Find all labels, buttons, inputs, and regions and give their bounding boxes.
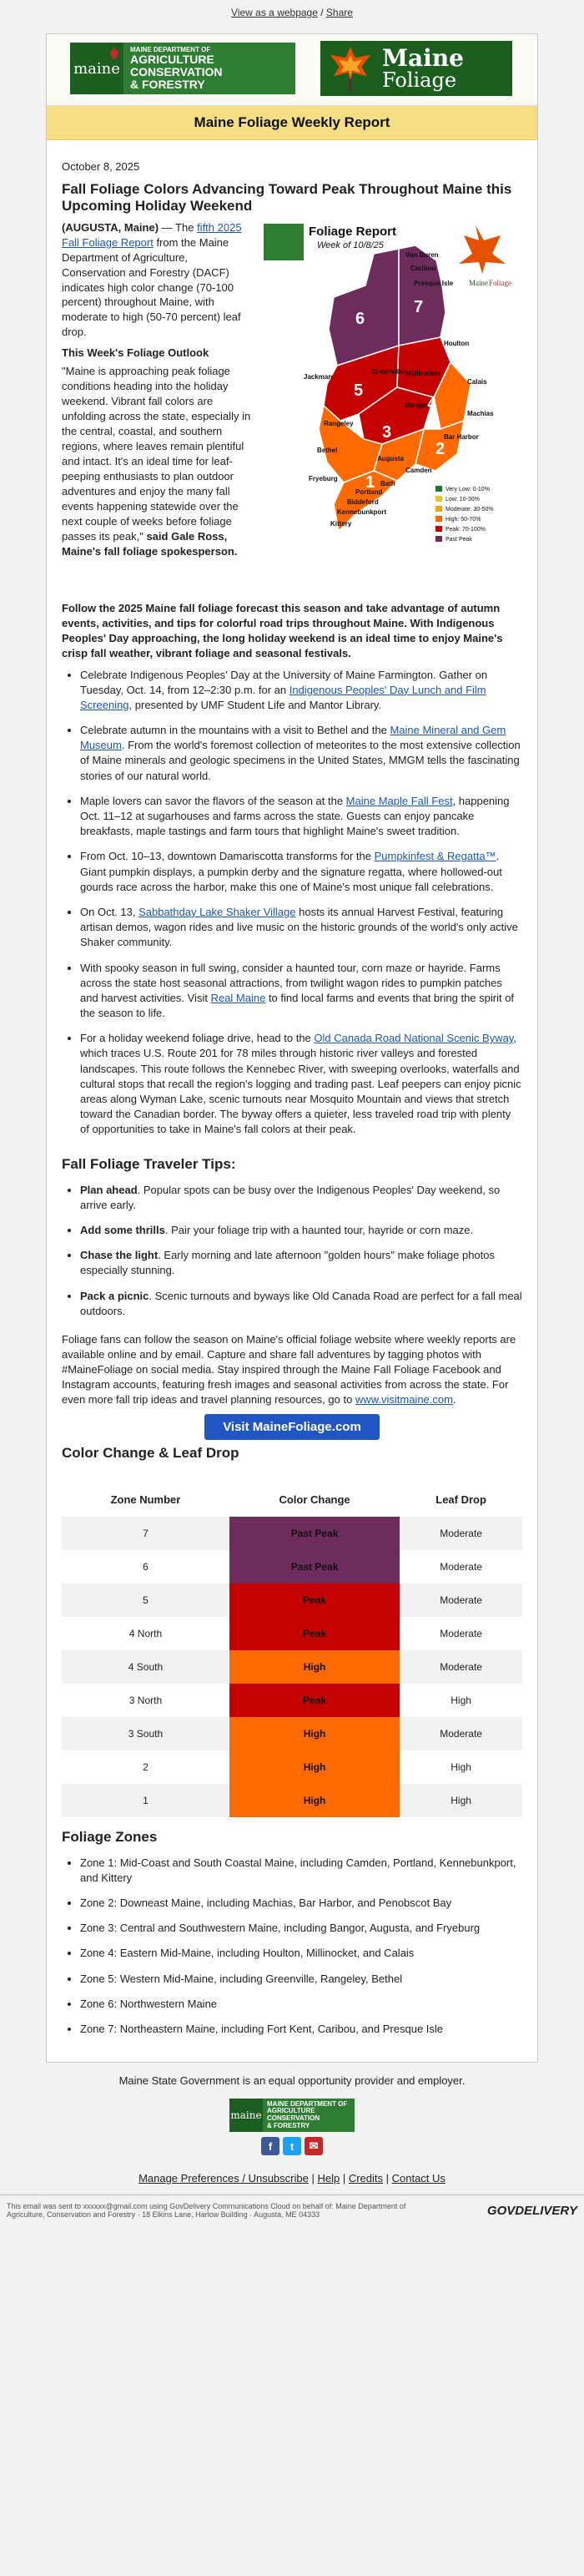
zone-number-cell: 3 North [128, 1694, 163, 1706]
report-title: Maine Foliage Weekly Report [47, 106, 537, 140]
help-link[interactable]: Help [317, 2172, 340, 2185]
zone-item: • Zone 3: Central and Southwestern Maine, including Bangor, Augusta, and Fryeburg [80, 1921, 522, 1936]
tips-list [62, 1183, 522, 1319]
zone-item: • Zone 5: Western Mid-Maine, including Greenville, Rangeley, Bethel [80, 1972, 522, 1987]
map-maine-logo [264, 224, 304, 260]
town-label: Portland [355, 487, 383, 496]
event-link[interactable]: Pumpkinfest & Regatta™ [374, 850, 496, 863]
events-list [62, 668, 522, 1138]
town-label: Bangor [405, 401, 429, 409]
closing-end: . [452, 1392, 456, 1406]
govdelivery-logo[interactable]: GOVDELIVERY [486, 2204, 577, 2219]
footer [0, 2063, 584, 2240]
tip-text: . Popular spots can be busy over the Indigenous Peoples' Day weekend, so arrive early. [80, 1183, 501, 1211]
leaf-drop-cell: Moderate [440, 1627, 482, 1639]
event-text: For a holiday weekend foliage drive, head to the [80, 1032, 315, 1045]
town-label: Biddeford [347, 498, 379, 506]
tip-text: . Early morning and late afternoon "golden hours" make foliage photos especially stunning. [80, 1249, 495, 1277]
zone-number-cell: 1 [62, 1784, 229, 1817]
tip-item [80, 1248, 522, 1278]
col-color-change: Color Change [279, 1493, 350, 1507]
zone-label-4: 4 [427, 394, 437, 413]
event-text: hosts its annual Harvest Festival, featuring artisan demos, wagon rides and live music on the historic grounds of the world's only active Shaker community. [80, 905, 518, 949]
leaf-drop-cell: Moderate [400, 1583, 522, 1617]
event-text: Maple lovers can savor the flavors of the season at the [80, 794, 346, 807]
report-date: October 8, 2025 [62, 160, 140, 173]
legend-label: High: 50-70% [446, 516, 481, 523]
map-leaf-icon [459, 225, 506, 274]
event-link[interactable]: Sabbathday Lake Shaker Village [138, 905, 296, 918]
legend-swatch-low [435, 496, 442, 502]
tip-item [80, 1289, 522, 1319]
town-label: Jackman [304, 372, 333, 381]
visitmaine-link[interactable]: www.visitmaine.com [355, 1392, 453, 1406]
zone-label-1: 1 [365, 472, 375, 492]
town-label: Bath [380, 479, 395, 487]
town-label: Kittery [330, 519, 352, 528]
follow-paragraph: Follow the 2025 Maine fall foliage forecast this season and take advantage of autumn events, activities, and tips for colorful road trips throughout Maine. With Indigenous Peoples' Day approaching, the long holiday weekend is an ideal time to enjoy Maine's crisp fall weather, vibrant foliage and seasonal festivals. [62, 601, 503, 659]
quote-attribution: said Gale Ross, Maine's fall foliage spokesperson. [62, 529, 238, 558]
social-links [0, 2137, 584, 2155]
tip-text: . Pair your foliage trip with a haunted tour, hayride or corn maze. [164, 1223, 474, 1236]
zone-item: • Zone 7: Northeastern Maine, including Fort Kent, Caribou, and Presque Isle [80, 2022, 522, 2037]
event-link[interactable]: Old Canada Road National Scenic Byway [314, 1032, 514, 1045]
zone-label-7: 7 [414, 297, 424, 316]
footer-maine-logo: maine [229, 2099, 263, 2132]
table-header-row [62, 1483, 522, 1517]
manage-preferences-link[interactable]: Manage Preferences / Unsubscribe [138, 2172, 309, 2185]
fifth-report-link[interactable]: fifth 2025 Fall Foliage Report [62, 220, 242, 249]
dacf-line-4: & FORESTRY [130, 77, 205, 91]
color-change-cell: High [229, 1750, 400, 1784]
top-separator: / [317, 7, 326, 18]
closing-paragraph [62, 1332, 522, 1407]
foliage-logo-text [382, 44, 464, 92]
tips-heading: Fall Foliage Traveler Tips: [62, 1155, 236, 1172]
twitter-icon[interactable]: t [283, 2137, 301, 2155]
foliage-logo-maine: Maine [382, 44, 464, 72]
zones-list [62, 1856, 522, 2038]
tip-item [80, 1223, 522, 1238]
visit-mainefoliage-button[interactable]: Visit MaineFoliage.com [204, 1414, 380, 1440]
legend-label: Peak: 70-100% [446, 526, 486, 533]
event-text: . Giant pumpkin displays, a pumpkin derby and the signature regatta, where hollowed-out gourds race across the harbor, make this one of Maine's most unique fall celebrations. [80, 850, 502, 893]
event-link[interactable]: Maine Maple Fall Fest [345, 794, 453, 807]
leaf-drop-cell: High [400, 1784, 522, 1817]
event-text: Celebrate Indigenous Peoples' Day at the University of Maine Farmington. Gather on Tuesday, Oct. 14, from 12–2:30 p.m. for an [80, 668, 488, 696]
footer-sep: | [308, 2172, 318, 2185]
tip-text: . Scenic turnouts and byways like Old Canada Road are perfect for a fall meal outdoors. [80, 1289, 522, 1317]
maine-state-logo: maine [70, 43, 123, 94]
footer-logo-line: AGRICULTURE [267, 2107, 315, 2115]
table-row [62, 1617, 522, 1650]
town-label: Millinocket [405, 369, 441, 377]
event-link[interactable]: Maine Mineral and Gem Museum [80, 724, 506, 752]
zone-label-6: 6 [355, 309, 365, 328]
town-label: Fryeburg [309, 474, 338, 482]
map-week: Week of 10/8/25 [317, 240, 384, 250]
town-label: Rangeley [324, 419, 354, 427]
table-row [62, 1550, 522, 1583]
color-change-cell: High [229, 1784, 400, 1817]
tip-title: Add some thrills [80, 1223, 165, 1236]
maine-foliage-logo[interactable] [320, 41, 512, 96]
color-change-cell: Peak [229, 1617, 400, 1650]
event-item [80, 1031, 522, 1137]
col-leaf-drop: Leaf Drop [435, 1493, 486, 1507]
footer-links [0, 2172, 584, 2185]
facebook-icon[interactable]: f [261, 2137, 279, 2155]
dacf-logo-text [123, 47, 222, 90]
color-change-cell: High [229, 1650, 400, 1684]
event-text: . From the world's foremost collection of meteorites to the most extensive collection of Maine minerals and geologic specimens in the United States, MMGM tells the fascinating stories of our natural world. [80, 739, 521, 782]
leaf-drop-cell: Moderate [440, 1560, 482, 1573]
legend-label: Past Peak [446, 536, 472, 543]
legend-swatch-high [435, 516, 442, 522]
table-row [62, 1583, 522, 1617]
disclaimer-strip [0, 2195, 584, 2240]
event-text: On Oct. 13, [80, 905, 139, 918]
town-label: Calais [467, 377, 487, 386]
town-label: Augusta [377, 454, 404, 462]
legend-swatch-very-low [435, 486, 442, 492]
zones-heading: Foliage Zones [62, 1828, 158, 1845]
footer-logo-line: CONSERVATION [267, 2114, 320, 2123]
dacf-logo[interactable] [70, 43, 295, 94]
foliage-logo-foliage: Foliage [382, 68, 457, 92]
zone-number-cell: 6 [143, 1560, 149, 1573]
zone-number-cell: 2 [143, 1760, 149, 1773]
legend-swatch-past-peak [435, 536, 442, 542]
town-label: Caribou [410, 264, 436, 272]
table-row [62, 1750, 522, 1784]
legend-label: Low: 10-30% [446, 496, 480, 503]
map-title: Foliage Report [309, 224, 397, 239]
leaf-drop-cell: Moderate [400, 1717, 522, 1750]
zone-label-3: 3 [382, 422, 392, 442]
event-text: to find local farms and events that bring the spirit of the season to life. [80, 991, 515, 1020]
color-change-cell: Peak [229, 1583, 400, 1617]
main-content [47, 140, 537, 2062]
dacf-line-2: AGRICULTURE [130, 53, 214, 67]
zone-label-2: 2 [435, 439, 446, 458]
zone-item: • Zone 1: Mid-Coast and South Coastal Maine, including Camden, Portland, Kennebunkport, and Kittery [80, 1856, 522, 1886]
zone-number-cell: 4 South [62, 1650, 229, 1684]
event-text: , happening Oct. 11–12 at sugarhouses and farms across the state. Guests can enjoy pancake breakfasts, maple tastings and farm tours that highlight Maine's sweet tradition. [80, 794, 510, 838]
town-label: Presque Isle [414, 279, 454, 287]
footer-logo-line: & FORESTRY [267, 2121, 310, 2129]
share-link[interactable]: Share [325, 7, 353, 18]
zone-number-cell: 3 South [62, 1717, 229, 1750]
color-change-cell: High [229, 1717, 400, 1750]
town-label: Bethel [317, 446, 338, 454]
event-item [80, 849, 522, 895]
dateline: (AUGUSTA, Maine) [62, 220, 159, 234]
event-text: , presented by UMF Student Life and Mantor Library. [128, 698, 382, 711]
footer-logo-text [263, 2101, 347, 2130]
outlook-heading: This Week's Foliage Outlook [62, 346, 209, 360]
zone-number-cell: 5 [62, 1583, 229, 1617]
table-heading: Color Change & Leaf Drop [62, 1444, 239, 1461]
top-links [0, 0, 584, 33]
cta-wrap [62, 1414, 522, 1440]
closing-text: Foliage fans can follow the season on Maine's official foliage website where weekly reports are available online and by email. Capture and share fall adventures by tagging photos with #MaineFoliage on social media. Stay inspired through the Maine Fall Foliage Facebook and Instagram accounts, featuring fresh images and seasonal activities from across the state. For even more fall trip ideas and travel planning resources, go to [62, 1332, 516, 1406]
header-banner [47, 34, 537, 106]
color-change-cell: Past Peak [229, 1550, 400, 1583]
table-row [62, 1717, 522, 1750]
maine-map-svg [257, 220, 522, 596]
map-brand-maine: Maine [469, 278, 488, 287]
zone-number-cell: 7 [62, 1517, 229, 1550]
event-text: Celebrate autumn in the mountains with a visit to Bethel and the [80, 724, 390, 737]
leaf-drop-cell: High [451, 1694, 471, 1706]
color-change-cell: Past Peak [229, 1517, 400, 1550]
dacf-line-1: MAINE DEPARTMENT OF [130, 45, 211, 53]
map-brand-foliage: Foliage [489, 278, 511, 287]
event-text: From Oct. 10–13, downtown Damariscotta transforms for the [80, 850, 375, 863]
leaf-drop-cell: Moderate [400, 1650, 522, 1684]
town-label: Houlton [444, 339, 470, 347]
town-label: Bar Harbor [444, 432, 479, 441]
event-item [80, 794, 522, 840]
footer-logo-line: MAINE DEPARTMENT OF [267, 2099, 348, 2108]
view-as-webpage-link[interactable]: View as a webpage [231, 7, 318, 18]
town-label: Van Buren [405, 250, 439, 259]
event-item [80, 961, 522, 1022]
legend-label: Very Low: 0-10% [446, 486, 490, 492]
legend-swatch-peak [435, 526, 442, 532]
email-icon[interactable]: ✉ [305, 2137, 323, 2155]
quote-text: "Maine is approaching peak foliage conditions heading into the holiday weekend. Vibrant fall colors are unfolding across the state, especially in the central, coastal, and southern regions, where leaves remain plentiful and intact. It's an ideal time for leaf-peeping enthusiasts to plan outdoor adventures and enjoy the many fall events happening statewide over the next couple of weeks before foliage passes its peak," [62, 365, 251, 543]
event-item [80, 905, 522, 951]
contact-us-link[interactable]: Contact Us [391, 2172, 446, 2185]
zone-6-region [329, 249, 399, 366]
tip-title: Pack a picnic [80, 1289, 149, 1302]
disclaimer-text: This email was sent to xxxxxx@gmail.com using GovDelivery Communications Cloud on behalf of: Maine Department of Agriculture, Conservation and Forestry · 18 Elkins Lane, Harlow Building · Augusta, ME 04333 [7, 2202, 406, 2220]
footer-sep: | [340, 2172, 349, 2185]
town-label: Camden [405, 466, 432, 474]
zone-label-5: 5 [354, 381, 364, 400]
email-card [46, 33, 538, 2063]
map-legend [435, 486, 494, 543]
zone-7-region [399, 245, 446, 346]
zone-number-cell: 4 North [128, 1627, 163, 1639]
event-link[interactable]: Real Maine [210, 991, 266, 1004]
headline: Fall Foliage Colors Advancing Toward Peak Throughout Maine this Upcoming Holiday Weekend [62, 181, 512, 215]
table-row [62, 1517, 522, 1550]
event-text: With spooky season in full swing, consider a haunted tour, corn maze or hayride. Farms across the state host seasonal attractions, from twilight wagon rides to pumpkin patches and harvest activities. Visit [80, 961, 502, 1004]
legend-swatch-moderate [435, 506, 442, 512]
town-label: Greenville [372, 367, 405, 376]
leaf-drop-cell: High [451, 1760, 471, 1773]
table-row [62, 1650, 522, 1684]
zone-item: • Zone 4: Eastern Mid-Maine, including Houlton, Millinocket, and Calais [80, 1946, 522, 1961]
tip-title: Chase the light [80, 1249, 159, 1262]
town-label: Machias [467, 409, 494, 417]
leaf-drop-cell: Moderate [400, 1517, 522, 1550]
zone-item: • Zone 2: Downeast Maine, including Machias, Bar Harbor, and Penobscot Bay [80, 1896, 522, 1911]
footer-dacf-logo[interactable] [229, 2099, 355, 2132]
event-item [80, 723, 522, 784]
intro-dash: — The [159, 220, 198, 234]
dacf-line-3: CONSERVATION [130, 64, 223, 78]
legend-label: Moderate: 30-50% [446, 506, 494, 513]
table-row [62, 1784, 522, 1817]
color-change-cell: Peak [229, 1684, 400, 1717]
zone-item: • Zone 6: Northwestern Maine [80, 1997, 522, 2012]
footer-sep: | [383, 2172, 392, 2185]
tip-item [80, 1183, 522, 1213]
event-text: , which traces U.S. Route 201 for 78 miles through historic river valleys and forested landscapes. This route follows the Kennebec River, with sweeping overlooks, waterfalls and cultural stops that recall the region's logging and trading past. Leaf peepers can enjoy picnic areas along Wyman Lake, scenic turnouts near Mosquito Mountain and views that stretch toward the Canadian border. The byway offers a quieter, less traveled road trip with plenty of opportunities to take in Maine's fall colors at their peak. [80, 1032, 521, 1136]
equal-opportunity-text: Maine State Government is an equal opportunity provider and employer. [118, 2074, 466, 2088]
intro-rest: from the Maine Department of Agriculture, Conservation and Forestry (DACF) indicates high color change (70-100 percent) throughout Maine, with moderate to high (50-70 percent) leaf drop. [62, 235, 241, 339]
event-item [80, 668, 522, 714]
color-change-table [62, 1483, 522, 1817]
tip-title: Plan ahead [80, 1183, 138, 1196]
credits-link[interactable]: Credits [348, 2172, 383, 2185]
foliage-map [257, 220, 522, 596]
col-zone-number: Zone Number [110, 1493, 181, 1507]
town-label: Kennebunkport [337, 508, 387, 516]
event-link[interactable]: Indigenous Peoples' Day Lunch and Film Screening [80, 683, 486, 711]
maple-leaf-icon [327, 45, 374, 92]
table-row [62, 1684, 522, 1717]
